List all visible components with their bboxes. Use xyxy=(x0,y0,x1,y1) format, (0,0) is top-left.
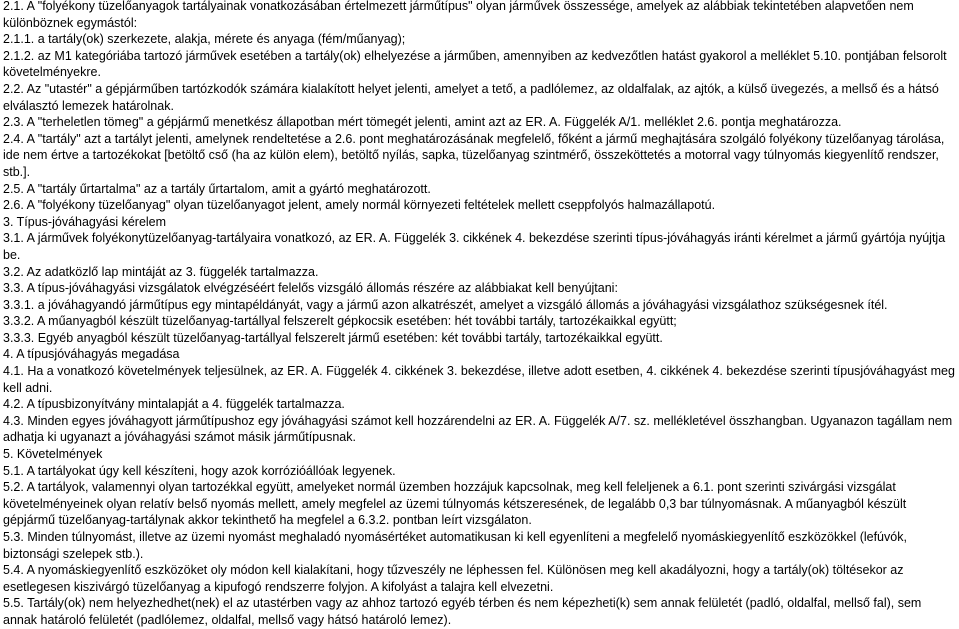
paragraph-5-2: 5.2. A tartályok, valamennyi olyan tartozékkal együtt, amelyeket normál üzemben hozzájuk kapcsolnak, meg kell feleljenek a 6.1. pont szerinti szivárgási vizsgálat követelményeinek olyan relatív belső nyomás mellett, amely megfelel az üzemi túlnyomás kétszeresének, de legalább 0,3 bar túlnyomásnak. A műanyagból készült gépjármű tüzelőanyag-tartálynak akkor tekinthető ha megfelel a 6.3.2. pontban leírt vizsgálaton. xyxy=(3,480,910,528)
paragraph-3-1: 3.1. A járművek folyékonytüzelőanyag-tartályaira vonatkozó, az ER. A. Függelék 3. cikkének 4. bekezdése szerinti típus-jóváhagyás iránti kérelmet a jármű gyártója nyújtja be. xyxy=(3,231,949,262)
paragraph-5-3: 5.3. Minden túlnyomást, illetve az üzemi nyomást meghaladó nyomásértéket automatikusan ki kell egyenlíteni a megfelelő nyomáskiegyenlítő eszközökkel (lefúvók, biztonsági szelepek stb.). xyxy=(3,530,911,561)
paragraph-2-5: 2.5. A "tartály űrtartalma" az a tartály űrtartalom, amit a gyártó meghatározott. xyxy=(3,181,431,196)
paragraph-4-1: 4.1. Ha a vonatkozó követelmények teljesülnek, az ER. A. Függelék 4. cikkének 3. bekezdése, illetve adott esetben, 4. cikkének 4. bekezdése szerinti típusjóváhagyást meg kell adni. xyxy=(3,364,959,395)
paragraph-4-3: 4.3. Minden egyes jóváhagyott járműtípushoz egy jóváhagyási számot kell hozzárendelni az ER. A. Függelék A/7. sz. mellékletével összhangban. Ugyanazon tagállam nem adhatja ki ugyanazt a jóváhagyási számot másik járműtípusnak. xyxy=(3,413,956,445)
paragraph-5-4: 5.4. A nyomáskiegyenlítő eszközöket oly módon kell kialakítani, hogy tűzveszély ne léphessen fel. Különösen meg kell akadályozni, hogy a tartály(ok) töltésekor az esetlegesen kiszivárgó tüzelőanyag a kipufogó rendszerre folyjon. A kifolyást a talajra kell elvezetni. xyxy=(3,563,907,594)
paragraph-2-1: 2.1. A "folyékony tüzelőanyagok tartályainak vonatkozásában értelmezett járműtípus" olyan járművek összessége, amelyek az alábbiak tekintetében alapvetően nem különböznek egymástól: xyxy=(3,0,918,30)
section-heading-4: 4. A típusjóváhagyás megadása xyxy=(3,347,180,362)
paragraph-3-3: 3.3. A típus-jóváhagyási vizsgálatok elvégzéséért felelős vizsgáló állomás részére az alábbiakat kell benyújtani: xyxy=(3,281,618,296)
paragraph-2-3: 2.3. A "terheletlen tömeg" a gépjármű menetkész állapotban mért tömegét jelenti, amint azt az ER. A. Függelék A/1. melléklet 2.6. pontja meghatározza. xyxy=(3,115,842,130)
paragraph-2-6: 2.6. A "folyékony tüzelőanyag" olyan tüzelőanyagot jelent, amely normál környezeti feltételek mellett cseppfolyós halmazállapotú. xyxy=(3,198,716,213)
paragraph-2-2: 2.2. Az "utastér" a gépjárműben tartózkodók számára kialakított helyet jelenti, amelyet a tető, a padlólemez, az oldalfalak, az ajtók, a külső üvegezés, a mellső és a hátsó elválasztó lemezek határolnak. xyxy=(3,81,943,113)
paragraph-5-1: 5.1. A tartályokat úgy kell készíteni, hogy azok korrózióállóak legyenek. xyxy=(3,463,396,478)
section-heading-3: 3. Típus-jóváhagyási kérelem xyxy=(3,214,167,229)
paragraph-3-3-1: 3.3.1. a jóváhagyandó járműtípus egy mintapéldányát, vagy a jármű azon alkatrészét, amelyet a vizsgáló állomás a jóváhagyási vizsgálathoz szükségesnek ítél. xyxy=(3,297,888,312)
paragraph-5-5: 5.5. Tartály(ok) nem helyezhedhet(nek) el az utastérben vagy az ahhoz tartozó egyéb térben és nem képezheti(k) sem annak felületét (padló, oldalfal, mellső fal), sem annak határoló felületét (padlólemez, oldalfal, mellső vagy hátsó határoló lemez). xyxy=(3,596,925,627)
paragraph-4-2: 4.2. A típusbizonyítvány mintalapját a 4. függelék tartalmazza. xyxy=(3,397,345,412)
paragraph-3-3-2: 3.3.2. A műanyagból készült tüzelőanyag-tartállyal felszerelt gépkocsik esetében: hét további tartály, tartozékaikkal együtt; xyxy=(3,314,677,329)
section-heading-5: 5. Követelmények xyxy=(3,447,103,462)
paragraph-2-1-1: 2.1.1. a tartály(ok) szerkezete, alakja, mérete és anyaga (fém/műanyag); xyxy=(3,32,406,47)
paragraph-2-1-2: 2.1.2. az M1 kategóriába tartozó járművek esetében a tartály(ok) elhelyezése a járműben, amennyiben az kedvezőtlen hatást gyakorol a melléklet 5.10. pontjában felsorolt követelményekre. xyxy=(3,48,951,80)
paragraph-3-3-3: 3.3.3. Egyéb anyagból készült tüzelőanyag-tartállyal felszerelt jármű esetében: két további tartály, tartozékaikkal együtt. xyxy=(3,330,663,345)
paragraph-2-4: 2.4. A "tartály" azt a tartályt jelenti, amelynek rendeltetése a 2.6. pont meghatározásának megfelelő, főként a jármű meghajtására szolgáló folyékony tüzelőanyag tárolása, ide nem értve a tartozékokat [betöltő cső (ha az külön elem), betöltő nyílás, sapka, tüzelőanyag szintmérő, összeköttetés a motorral vagy túlnyomás kiegyenlítő rendszer, stb.]. xyxy=(3,131,948,179)
paragraph-3-2: 3.2. Az adatközlő lap mintáját az 3. függelék tartalmazza. xyxy=(3,264,319,279)
